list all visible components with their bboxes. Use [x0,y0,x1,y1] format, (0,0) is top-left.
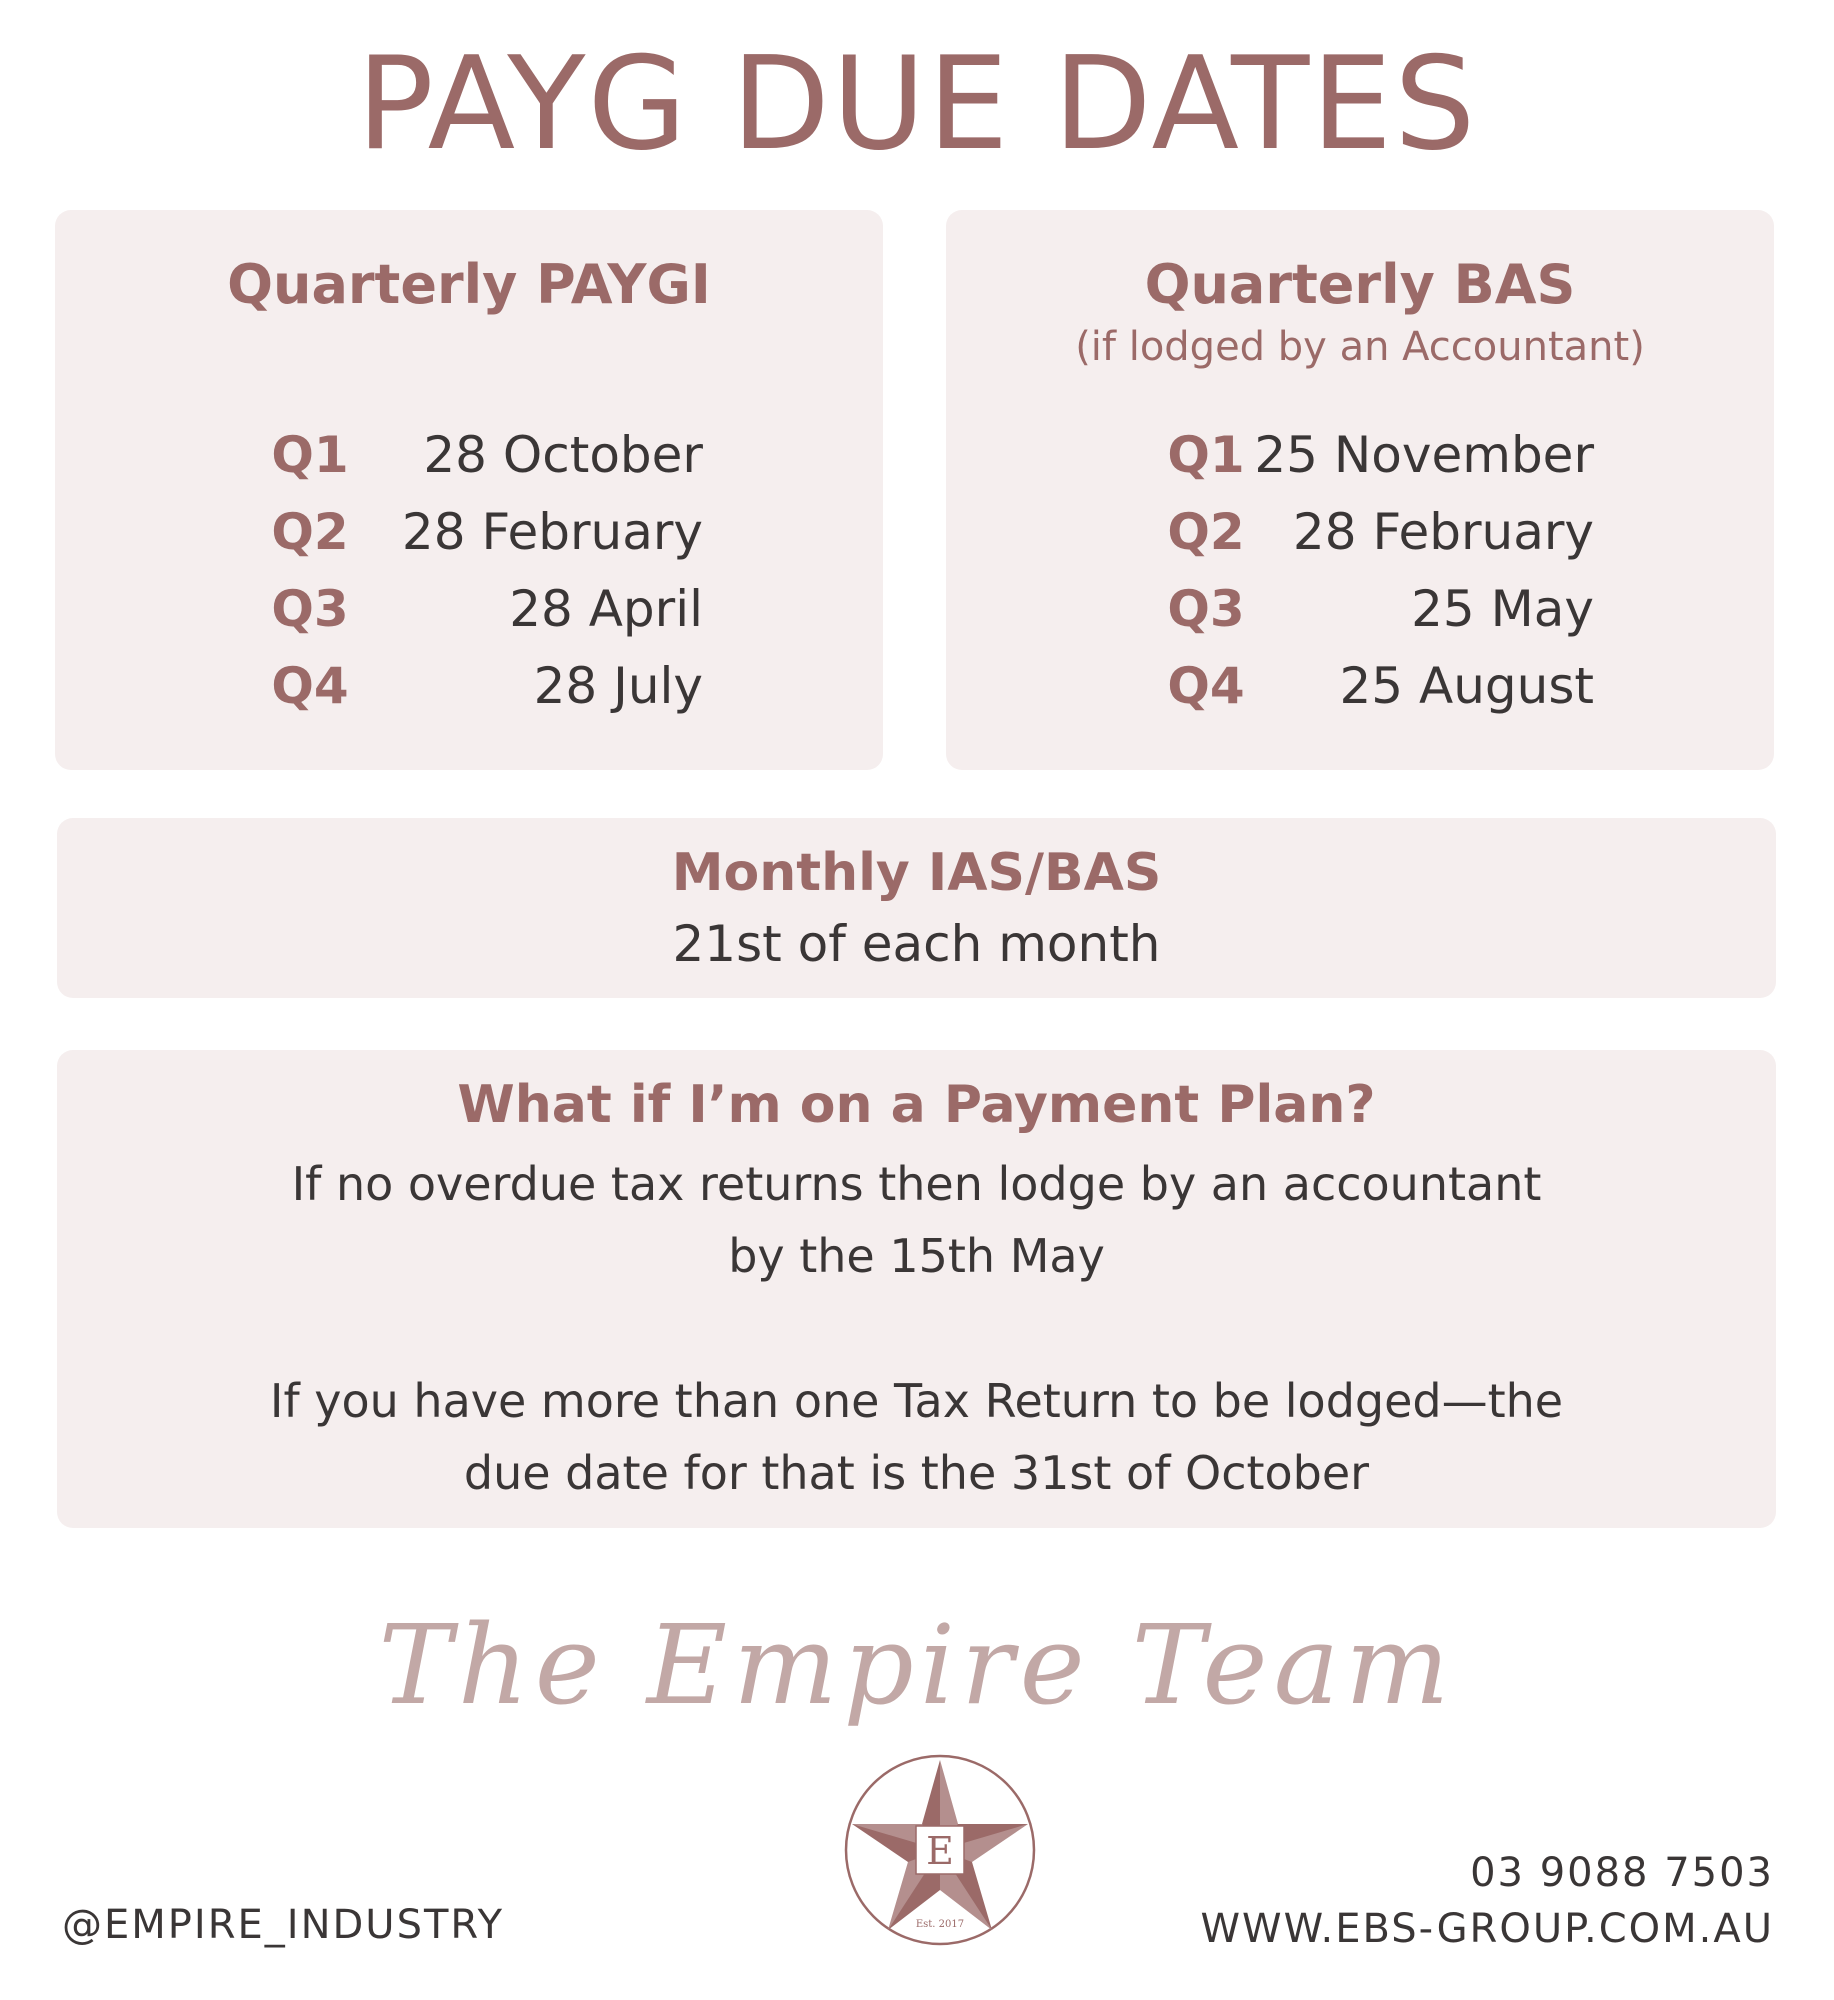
contact-block [1200,1845,1774,1957]
table-row [55,571,883,648]
payment-plan-line: due date for that is the 31st of October [463,1446,1370,1500]
website-link[interactable]: WWW.EBS-GROUP.COM.AU [1200,1906,1774,1952]
logo-letter: E [926,1829,954,1873]
table-row [946,417,1774,494]
quarter-label: Q2 [1167,503,1245,561]
due-date: 28 July [533,657,703,715]
table-row [55,494,883,571]
table-row [946,571,1774,648]
monthly-text: 21st of each month [672,915,1161,973]
quarterly-paygi-heading: Quarterly PAYGI [227,253,711,316]
due-date: 25 November [1254,426,1594,484]
quarterly-bas-card [946,210,1774,770]
due-date: 28 April [509,580,703,638]
due-date: 28 October [423,426,703,484]
due-date: 25 May [1411,580,1594,638]
due-date: 28 February [401,503,703,561]
table-row [55,417,883,494]
table-row [55,648,883,725]
quarter-label: Q3 [271,580,349,638]
quarterly-bas-heading: Quarterly BAS [1144,253,1576,316]
quarter-label: Q4 [1167,657,1245,715]
quarter-label: Q1 [271,426,349,484]
quarter-label: Q4 [271,657,349,715]
quarterly-paygi-card [55,210,883,770]
due-date: 25 August [1339,657,1594,715]
monthly-heading: Monthly IAS/BAS [671,843,1162,903]
payment-plan-line: If no overdue tax returns then lodge by an accountant [291,1157,1542,1211]
payment-plan-line: by the 15th May [728,1229,1105,1283]
phone-number[interactable]: 03 9088 7503 [1470,1850,1774,1896]
social-handle[interactable]: @EMPIRE_INDUSTRY [62,1902,505,1948]
quarterly-bas-subheading: (if lodged by an Accountant) [1075,324,1645,370]
payment-plan-line: If you have more than one Tax Return to be lodged—the [269,1374,1564,1428]
empire-logo-icon [842,1752,1038,1948]
quarter-label: Q3 [1167,580,1245,638]
due-date: 28 February [1292,503,1594,561]
payment-plan-card [57,1050,1776,1528]
signature: The Empire Team [378,1601,1456,1729]
quarter-label: Q2 [271,503,349,561]
monthly-card [57,818,1776,998]
table-row [946,648,1774,725]
table-row [946,494,1774,571]
payment-plan-heading: What if I’m on a Payment Plan? [457,1075,1376,1135]
page-title: PAYG DUE DATES [356,30,1478,179]
quarter-label: Q1 [1167,426,1245,484]
logo-est: Est. 2017 [915,1919,965,1930]
